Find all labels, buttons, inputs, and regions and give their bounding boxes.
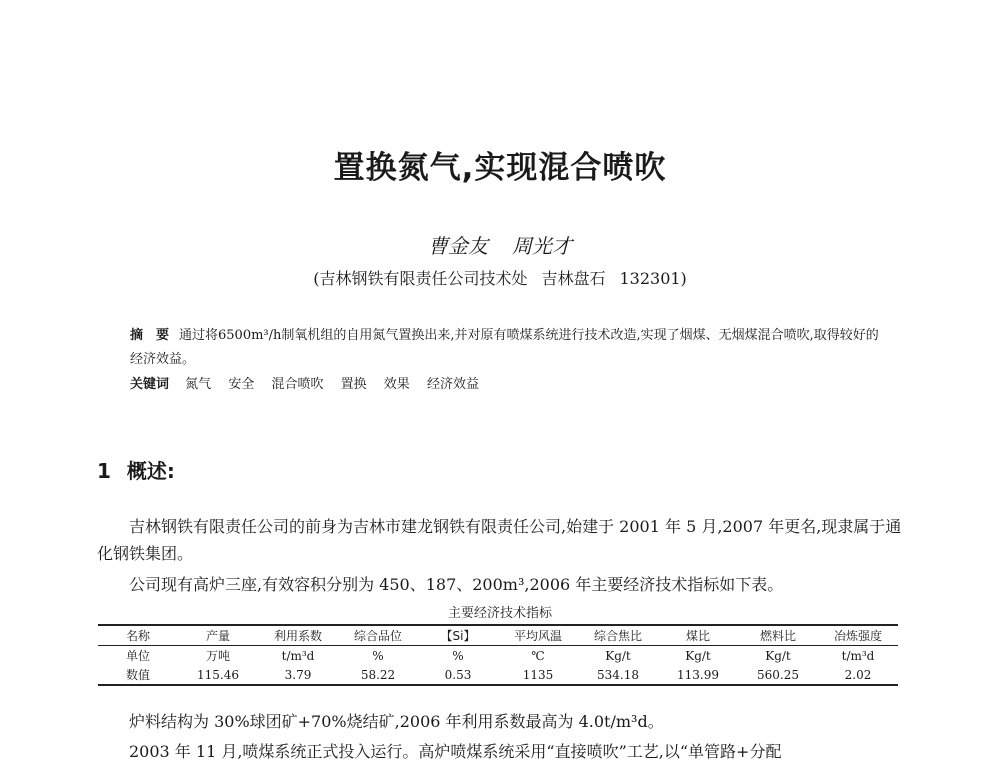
body-paragraph: 炉料结构为 30%球团矿+70%烧结矿,2006 年利用系数最高为 4.0t/m³d。 <box>129 712 664 731</box>
author-name: 周光才 <box>512 234 572 258</box>
table-cell: 0.53 <box>418 665 498 685</box>
abstract-label: 摘 要 <box>130 328 170 343</box>
table-cell: Kg/t <box>685 648 711 663</box>
table-cell: % <box>372 648 384 663</box>
table-cell: Kg/t <box>765 648 791 663</box>
affiliation: (吉林钢铁有限责任公司技术处 吉林盘石 132301) <box>313 269 687 288</box>
body-paragraph: 2003 年 11 月,喷煤系统正式投入运行。高炉喷煤系统采用“直接喷吹”工艺,以“单管路+分配 <box>129 742 782 761</box>
author-name: 曹金友 <box>428 234 488 258</box>
body-paragraph: 吉林钢铁有限责任公司的前身为吉林市建龙钢铁有限责任公司,始建于 2001 年 5 月,2007 年更名,现隶属于通化钢铁集团。 <box>97 517 902 563</box>
keyword: 氮气 <box>185 377 212 392</box>
keyword: 经济效益 <box>426 377 479 392</box>
table-cell: 单位 <box>125 649 150 663</box>
table-cell: t/m³d <box>841 648 875 663</box>
body-paragraph: 公司现有高炉三座,有效容积分别为 450、187、200m³,2006 年主要经济技术指标如下表。 <box>129 575 784 594</box>
table-header-cell: 煤比 <box>658 625 738 646</box>
table-cell: 数值 <box>98 665 178 685</box>
table-header-row <box>98 625 898 646</box>
keyword: 效果 <box>383 377 410 392</box>
affiliation-org: 吉林钢铁有限责任公司技术处 <box>319 269 528 288</box>
section-heading <box>97 455 175 484</box>
table-cell: 2.02 <box>818 665 898 685</box>
table-header-cell: 综合品位 <box>338 625 418 646</box>
section-title: 概述: <box>126 459 175 483</box>
table-row <box>98 646 898 666</box>
section-number: 1 <box>97 459 111 483</box>
table-row <box>98 665 898 685</box>
keywords <box>130 373 492 392</box>
table-cell: 113.99 <box>658 665 738 685</box>
table-header-cell: 产量 <box>178 625 258 646</box>
table-caption: 主要经济技术指标 <box>447 606 552 621</box>
table-header-cell: 名称 <box>98 625 178 646</box>
table-header-cell: 综合焦比 <box>578 625 658 646</box>
keyword: 安全 <box>228 377 255 392</box>
table-cell: Kg/t <box>605 648 631 663</box>
author-line <box>0 230 1000 259</box>
indicator-table <box>98 624 898 686</box>
table-header-cell: 冶炼强度 <box>818 625 898 646</box>
keyword: 混合喷吹 <box>271 377 324 392</box>
abstract <box>130 324 890 372</box>
affiliation-postcode: 132301 <box>619 269 681 288</box>
table-cell: ℃ <box>531 648 545 663</box>
table-cell: t/m³d <box>281 648 315 663</box>
paper-title: 置换氮气,实现混合喷吹 <box>333 150 667 186</box>
abstract-text: 通过将6500m³/h制氧机组的自用氮气置换出来,并对原有喷煤系统进行技术改造,实现了烟煤、无烟煤混合喷吹,取得较好的经济效益。 <box>130 328 879 367</box>
table-header-cell: 平均风温 <box>498 625 578 646</box>
table-cell: 58.22 <box>338 665 418 685</box>
table-cell: 115.46 <box>178 665 258 685</box>
table-cell: 万吨 <box>205 649 230 663</box>
table-cell: 1135 <box>498 665 578 685</box>
affiliation-city: 吉林盘石 <box>541 269 606 288</box>
table-header-cell: 利用系数 <box>258 625 338 646</box>
table-cell: 3.79 <box>258 665 338 685</box>
keywords-label: 关键词 <box>130 377 170 392</box>
table-header-cell: 燃料比 <box>738 625 818 646</box>
table-header-cell: 【Si】 <box>418 625 498 646</box>
keyword: 置换 <box>340 377 367 392</box>
table-cell: % <box>452 648 464 663</box>
table-cell: 534.18 <box>578 665 658 685</box>
table-cell: 560.25 <box>738 665 818 685</box>
